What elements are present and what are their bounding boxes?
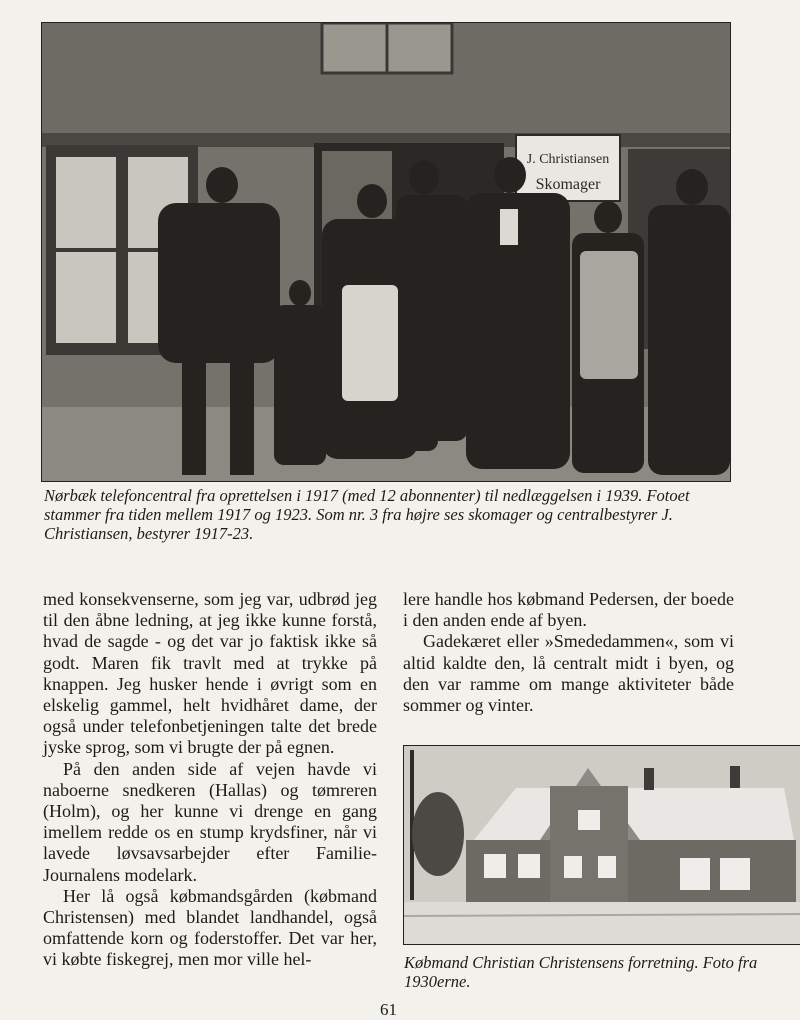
paragraph: Her lå også købmandsgården (købmand Christensen) med blandet landhandel, også omfattende korn og foderstoffer. Det var her, vi købte fiskegrej, men mor ville hel- [43, 885, 377, 970]
paragraph: På den anden side af vejen havde vi naboerne snedkeren (Hallas) og tømreren (Holm), og her kunne vi drenge en gang imellem redde os en stump krydsfiner, når vi lavede løvsavsarbejder efter Familie-Journalens modelark. [43, 758, 377, 885]
photo-telephone-exchange-image [42, 23, 730, 481]
photo-grocery-shop [403, 745, 800, 945]
body-column-left [43, 589, 377, 971]
shop-sign-line-1: J. Christiansen [526, 152, 610, 167]
caption-telephone-exchange: Nørbæk telefoncentral fra oprettelsen i 1917 (med 12 abonnenter) til nedlæggelsen i 1939. Fotoet stammer fra tiden mellem 1917 og 1923. Som nr. 3 fra højre ses skomager og centralbestyrer J. Christiansen, bestyrer 1917-23. [44, 486, 690, 543]
body-column-right [403, 589, 734, 716]
paragraph: lere handle hos købmand Pedersen, der boede i den anden ende af byen. [403, 589, 734, 631]
shop-sign-line-2: Skomager [535, 176, 601, 193]
photo-grocery-shop-image [404, 746, 800, 944]
page-number: 61 [380, 1000, 397, 1019]
caption-grocery-shop: Købmand Christian Christensens forretning. Foto fra 1930erne. [404, 953, 758, 991]
paragraph: Gadekæret eller »Smededammen«, som vi altid kaldte den, lå centralt midt i byen, og den var ramme om mange aktiviteter både sommer og vinter. [403, 631, 734, 716]
paragraph: med konsekvenserne, som jeg var, udbrød jeg til den åbne ledning, at jeg ikke kunne forstå, hvad de sagde - og det var jo faktisk ikke så godt. Maren fik travlt med at trykke på knappen. Jeg husker hende i øvrigt som en elskelig gammel, helt hvidhåret dame, der også under telefonbetjeningen talte det brede jyske sprog, som vi brugte der på egnen. [43, 589, 377, 758]
photo-telephone-exchange [41, 22, 731, 482]
